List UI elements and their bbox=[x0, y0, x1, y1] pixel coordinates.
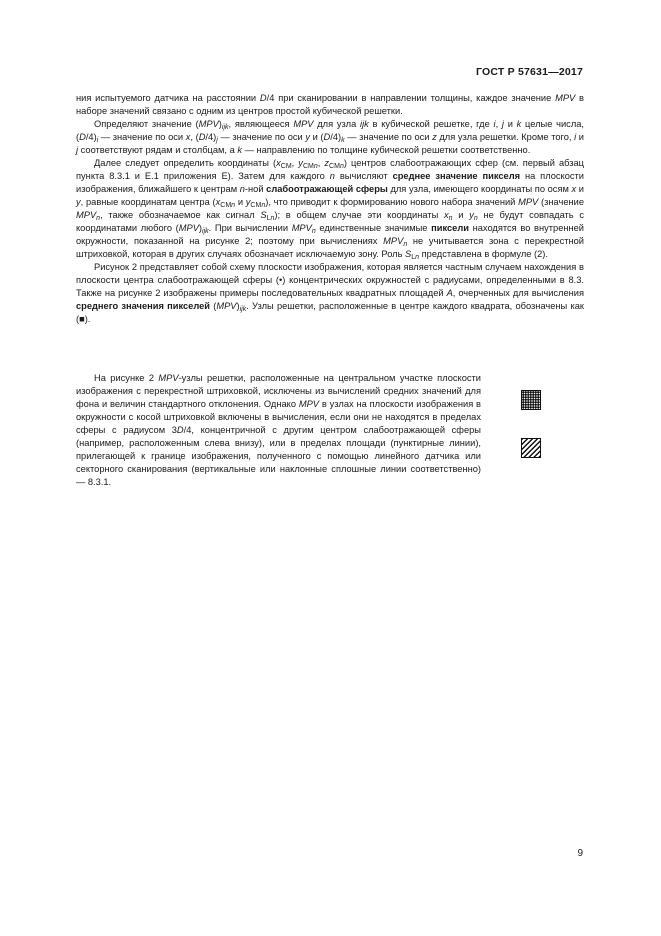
paragraph-4: Рисунок 2 представляет собой схему плоскости изображения, которая является частным случаем нахождения в плоскости центра слабоотражающей сферы (•) концентрических окружностей с радиусами, определенными в 8.3. Также на рисунке 2 изображены примеры последовательных квадратных площадей A, очерченных для вычисления среднего значения пикселей $(MPV)_{ijk}$. Узлы решетки, расположенные в центре каждого квадрата, обозначены как (■). bbox=[76, 262, 584, 324]
figure-note bbox=[76, 372, 481, 489]
diagonal-hatch-swatch-icon bbox=[521, 438, 541, 458]
main-text bbox=[76, 92, 584, 326]
paragraph-1: ния испытуемого датчика на расстоянии D/4 при сканировании в направлении толщины, каждое значение MPV в наборе значений связано с одним из центров простой кубической решетки. bbox=[76, 93, 584, 116]
paragraph-3: Далее следует определить координаты ($x_{CM}$, $y_{CMn}$, $z_{CMn}$) центров слабоотражающих сфер (см. первый абзац пункта 8.3.1 и Е.1 приложения Е). Затем для каждого n вычисляют среднее значение пикселя на плоскости изображения, ближайшего к центрам n-ной слабоотражающей сферы для узла, имеющего координаты по осям x и y, равные координатам центра ($x_{CMn}$ и $y_{CMn}$), что приводит к формированию нового набора значений MPV (значение $MPV_n$, также обозначаемое как сигнал $S_{Ln}$); в общем случае эти координаты $x_n$ и $y_n$ не будут совпадать с координатами любого $(MPV)_{ijk}$. При вычислении $MPV_n$ единственные значимые пиксели находятся во внутренней окружности, показанной на рисунке 2; поэтому при вычислениях $MPV_n$ не учитывается зона с перекрестной штриховкой, которая в других случаях обозначает исключаемую зону. Роль $S_{Ln}$ представлена в формуле (2). bbox=[76, 158, 585, 261]
document-code-header: ГОСТ Р 57631—2017 bbox=[475, 66, 583, 78]
figure-note-text: На рисунке 2 MPV-узлы решетки, расположенные на центральном участке плоскости изображения с перекрестной штриховкой, исключены из вычислений средних значений для фона и величин стандартного отклонения. Однако MPV в узлах на плоскости изображения в окружности с косой штриховкой включены в вычисления, если они не находятся в пределах сферы с радиусом 3D/4, концентричной с другим центром слабоотражающей сферы (например, расположенным слева внизу), или в пределах площади (пунктирные линии), прилегающей к границе изображения, полученного с помощью линейного датчика или секторного сканирования (вертикальные или наклонные сплошные линии соответственно) — 8.3.1. bbox=[76, 373, 481, 487]
paragraph-2: Определяют значение $(MPV)_{ijk}$, являющееся MPV для узла ijk в кубической решетке, где i, j и k целые числа, $(D/4)_i$ — значение по оси x, $(D/4)_j$ — значение по оси y и $(D/4)_k$ — значение по оси z для узла решетки. Кроме того, i и j соответствуют рядам и столбцам, а k — направлению по толщине кубической решетки соответственно. bbox=[76, 119, 584, 155]
page-number: 9 bbox=[577, 848, 583, 859]
cross-hatch-swatch-icon bbox=[521, 390, 541, 410]
